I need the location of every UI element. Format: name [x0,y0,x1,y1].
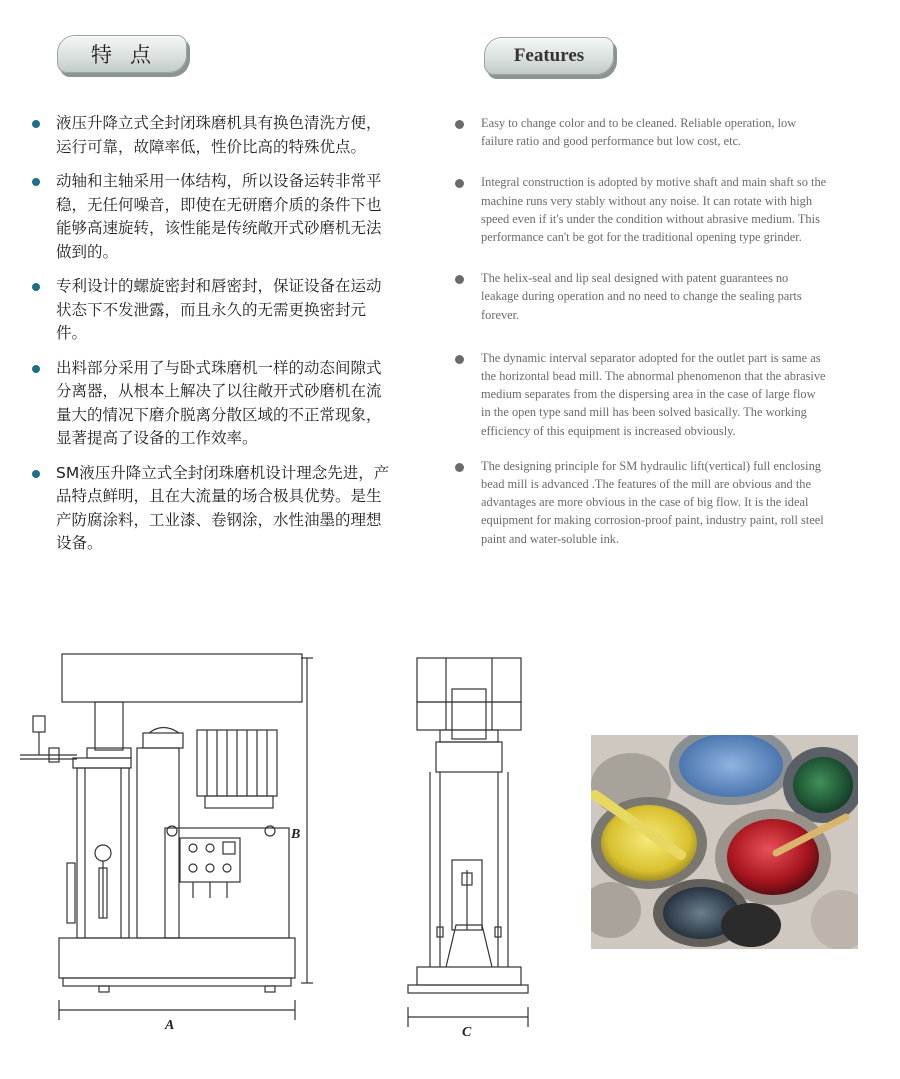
list-item [455,114,827,150]
paint-cans-photo [591,735,858,949]
english-heading: Features [513,45,585,66]
bullet-icon [455,179,464,188]
feature-text: Easy to change color and to be cleaned. Reliable operation, low failure ratio and good performance but low cost, etc. [481,116,797,149]
feature-text: Integral construction is adopted by motive shaft and main shaft so the machine runs very stably without any noise. It can rotate with high speed even if it's under the condition without abrasive medium. This performance can't be got for the traditional opening type grinder. [481,175,827,245]
bullet-icon [455,120,464,129]
list-item [455,349,827,440]
feature-text: The dynamic interval separator adopted for the outlet part is same as the horizontal bead mill. The abnormal phenomenon that the abrasive medium separates from the dispersing area in the case of large flow in the open type sand mill has been solved basically. The working efficiency of this equipment is increased obviously. [481,350,826,438]
feature-text: 出料部分采用了与卧式珠磨机一样的动态间隙式分离器，从根本上解决了以往敞开式砂磨机在流量大的情况下磨介脱离分散区域的不正常现象，显著提高了设备的工作效率。 [56,358,382,447]
bullet-icon [32,470,40,478]
bullet-icon [32,283,40,291]
feature-text: 液压升降立式全封闭珠磨机具有换色清洗方便，运行可靠，故障率低，性价比高的特殊优点。 [56,114,382,156]
english-feature-list [455,114,827,548]
list-item [32,112,392,159]
english-heading-tab [484,37,614,75]
feature-text: The designing principle for SM hydraulic lift(vertical) full enclosing bead mill is advanced .The features of the mill are obvious and the advantages are more obvious in the case of big flow. It is the ideal equipment for making corrosion-proof paint, industry paint, roll steel paint and water-soluble ink. [481,458,824,546]
chinese-heading: 特点 [91,43,169,67]
dimension-label-c: C [462,1025,472,1040]
side-view-drawing [400,655,535,1040]
list-item [32,275,392,346]
feature-text: 动轴和主轴采用一体结构，所以设备运转非常平稳，无任何噪音，即使在无研磨介质的条件下也能够高速旋转，该性能是传统敞开式砂磨机无法做到的。 [56,172,382,261]
bullet-icon [455,355,464,364]
list-item [455,173,827,246]
list-item [32,462,392,556]
bullet-icon [32,365,40,373]
chinese-feature-list [32,112,392,567]
bullet-icon [455,463,464,472]
bullet-icon [32,120,40,128]
feature-text: The helix-seal and lip seal designed with patent guarantees no leakage during operation and no need to change the sealing parts forever. [481,271,802,322]
dimension-label-a: A [165,1018,175,1033]
list-item [455,269,827,324]
front-view-drawing [15,648,315,1038]
list-item [32,357,392,451]
bullet-icon [455,275,464,284]
feature-text: 专利设计的螺旋密封和唇密封，保证设备在运动状态下不发泄露，而且永久的无需更换密封元件。 [56,277,382,342]
dimension-label-b: B [291,827,301,842]
feature-text: SM液压升降立式全封闭珠磨机设计理念先进，产品特点鲜明，且在大流量的场合极具优势。是生产防腐涂料，工业漆、卷钢涂，水性油墨的理想设备。 [56,463,390,552]
chinese-heading-tab [57,35,187,73]
list-item [455,457,827,548]
list-item [32,170,392,264]
bullet-icon [32,178,40,186]
